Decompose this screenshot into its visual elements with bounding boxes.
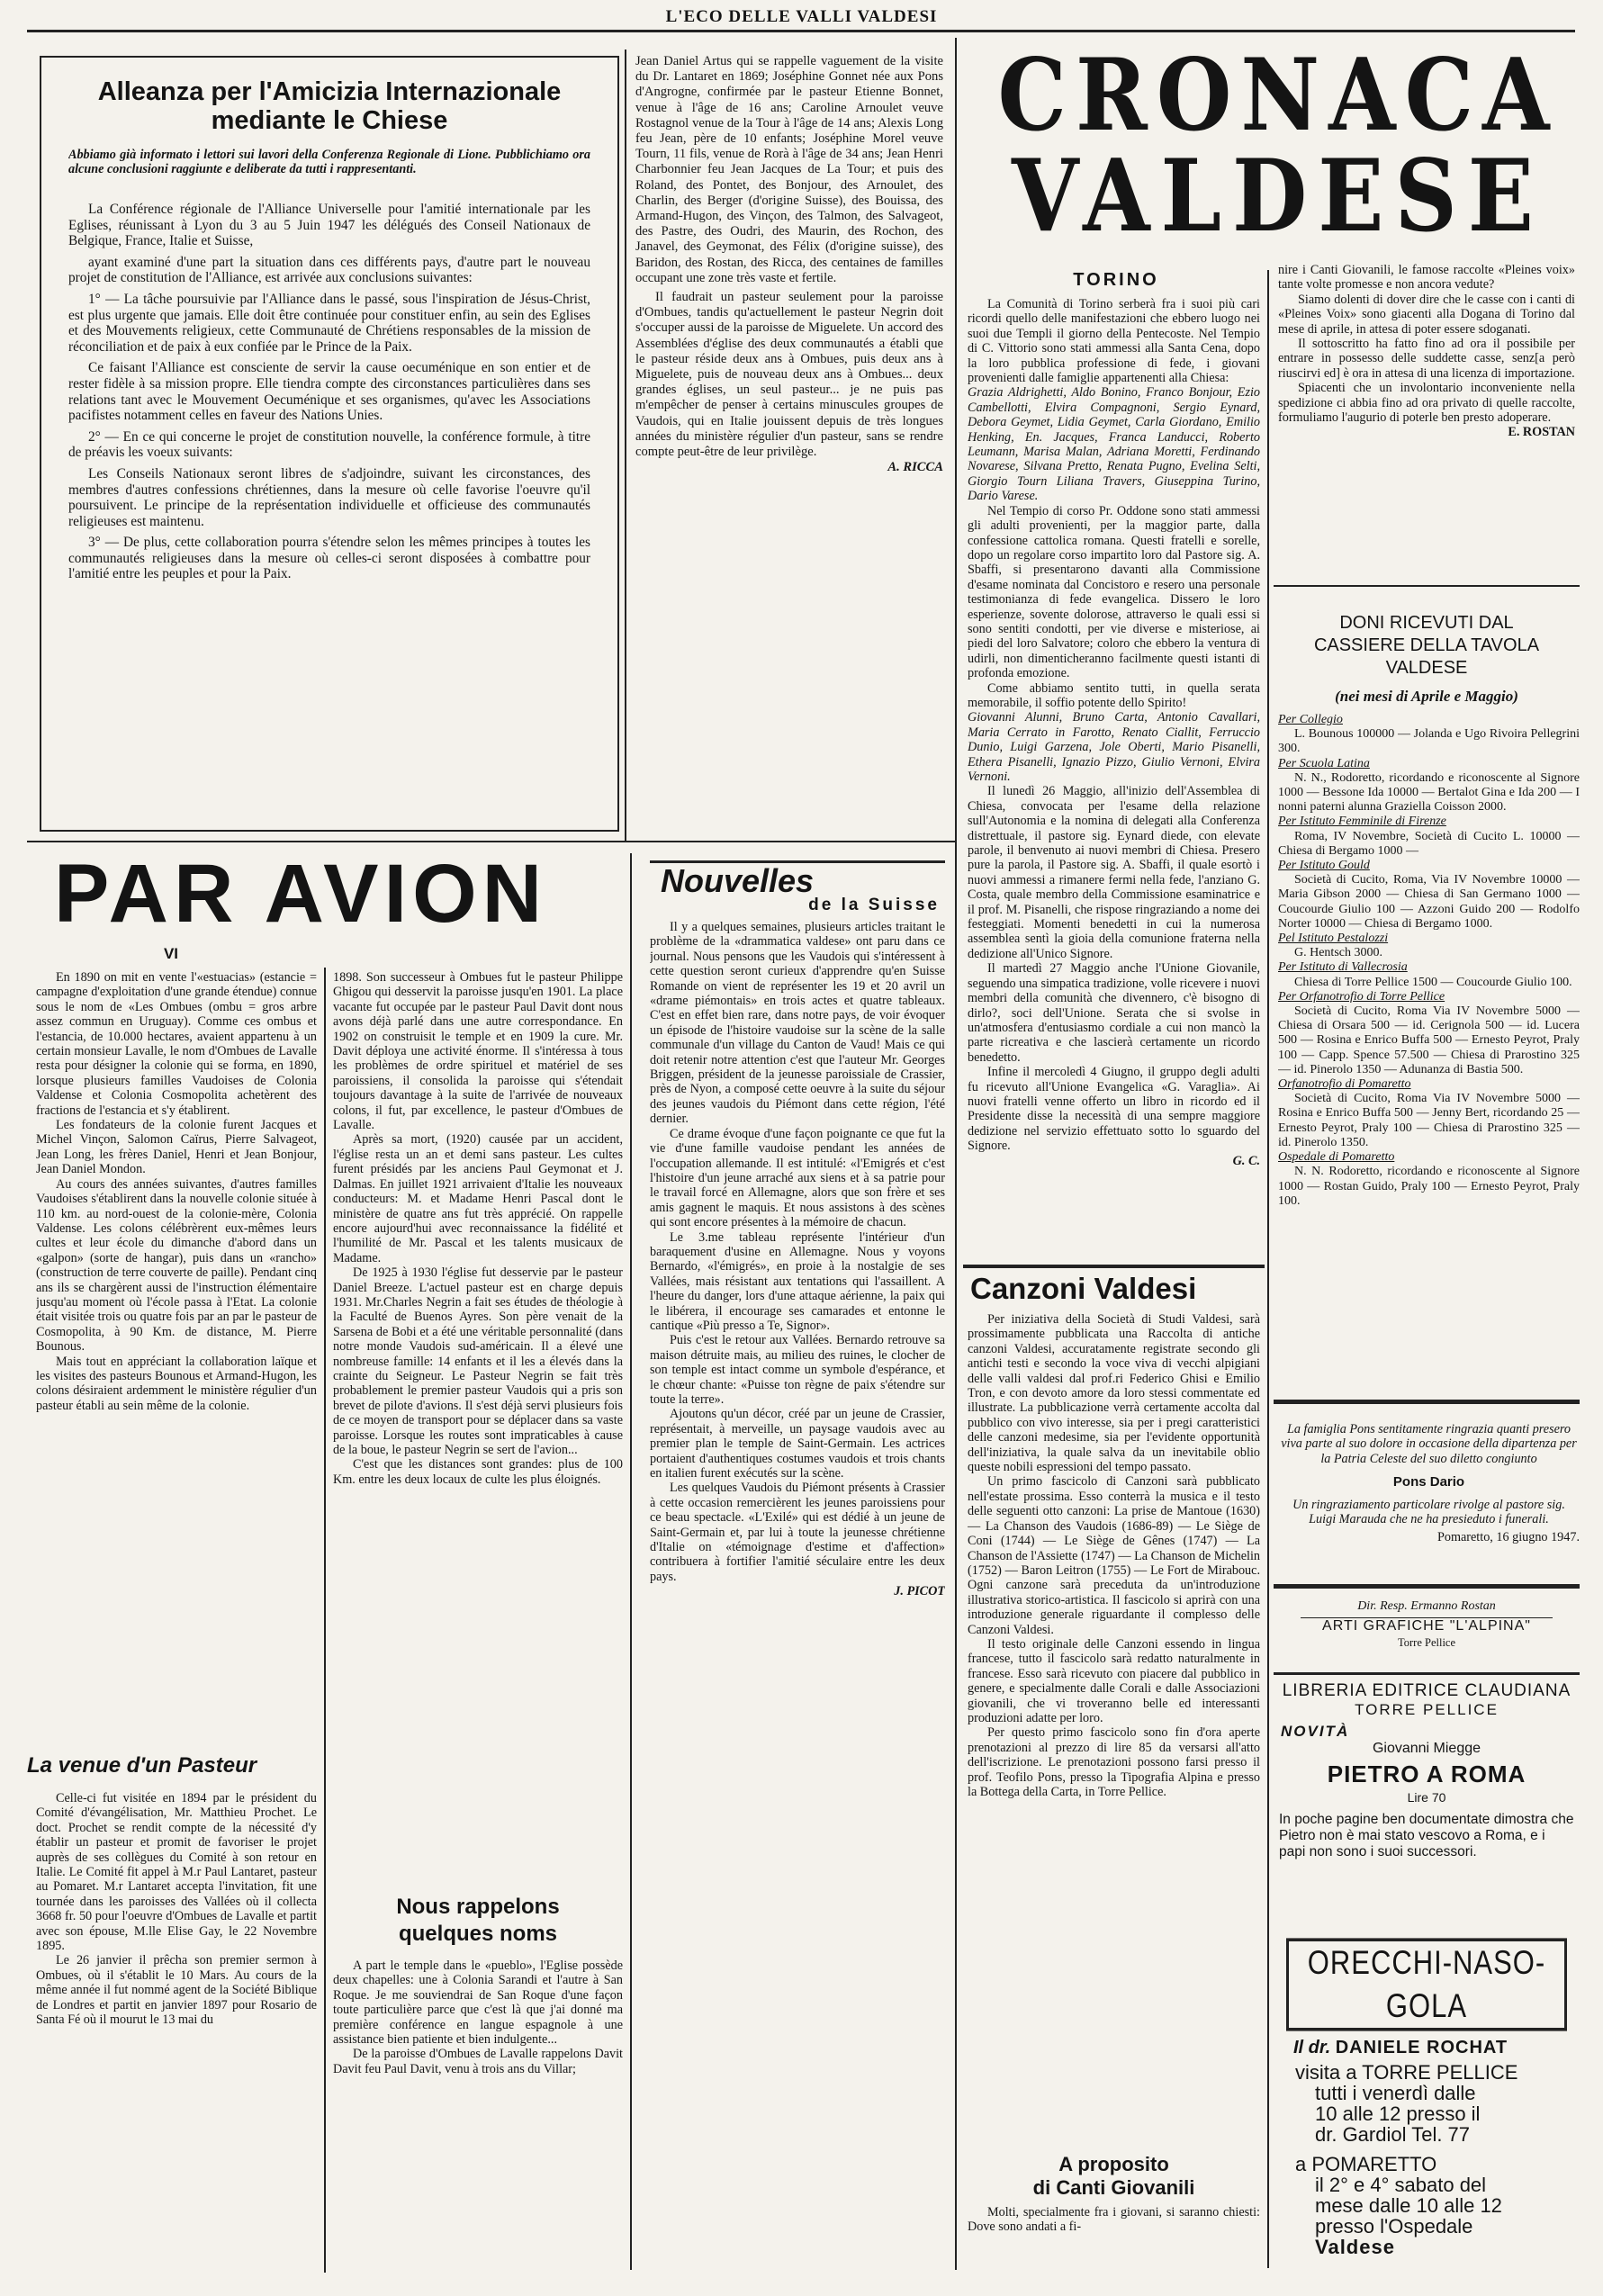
- doni-entry: Società di Cucito, Roma, Via IV Novembre 10000 — Maria Gibson 2000 — Chiesa di San Germano 1000 — Coucourde Giulio 100 — Azzoni Guido 200 — Rodolfo Norter 10000 — Chiesa di Bergamo 1000.: [1278, 873, 1580, 931]
- orl-line: a POMARETTO: [1295, 2153, 1437, 2175]
- rappelons-line-1: Nous rappelons: [396, 1895, 560, 1919]
- cronaca-col-1: [968, 297, 1260, 1251]
- cronaca-paragraph: Come abbiamo sentito tutti, in quella serata memorabile, il soffio potente dello Spirito!: [968, 680, 1260, 710]
- par-avion-paragraph: Après sa mort, (1920) causée par un accident, l'église resta un an et demi sans pasteur. Les cultes furent présidés par les anciens Paul Geymonat et J. Dalmas. En juillet 1921 arrivaient d'Italie les nouveaux conducteurs: M. et Madame Henri Pascal dont le ministère de quatre ans fut très apprécié. On rappelle encore aujourd'hui avec reconnaissance la fidélité et l'humilité de Mr. Pascal et les talents musicaux de Madame.: [333, 1132, 623, 1265]
- doni-entry: G. Hentsch 3000.: [1294, 946, 1382, 960]
- cronaca-paragraph: Siamo dolenti di dover dire che le casse con i canti di «Pleines Voix» sono giacenti alla Dogana di Torino dal mese di aprile, in attesa di poter essere sdoganati.: [1278, 292, 1575, 337]
- column-rule: [1267, 270, 1269, 2268]
- cronaca-paragraph: Spiacenti che un involontario inconveniente nella spedizione ci abbia fino ad ora privato di quelle raccolte, formuliamo l'augurio di poterle ben presto adoperare.: [1278, 381, 1575, 426]
- par-avion-col-2: [333, 970, 623, 1888]
- orl-line: il 2° e 4° sabato del: [1315, 2174, 1487, 2196]
- canzoni-body: [968, 1312, 1260, 2140]
- doni-category-heading: Per Orfanotrofio di Torre Pellice: [1278, 989, 1445, 1004]
- colophon-city: Torre Pellice: [1397, 1636, 1456, 1649]
- nouvelles-paragraph: Le 3.me tableau représente l'intérieur d'un baraquement d'usine en Allemagne. Nous y voyons Bernardo, «l'émigrés», en proie à la nostalgie de ses Vallées, mais résistant aux tentations qui l'assaillent. A l'heure du danger, lors d'une attaque aérienne, la paix qui le libérera, il encourage ses camarades et entonne le cantique «Più presso a Te, Signor».: [650, 1229, 945, 1333]
- cronaca-paragraph: Infine il mercoledì 4 Giugno, il gruppo degli adulti fu ricevuto all'Unione Evangelica «G. Varaglia». Ai nuovi fratelli venne offerto un libro in ricordo ed il Presidente disse la necessità di una sempre maggiore dedizione nel servizio effettuato sotto lo sguardo del Signore.: [968, 1065, 1260, 1154]
- claudiana-author: Giovanni Miegge: [1372, 1741, 1481, 1756]
- rappelons-heading: [333, 1894, 623, 1948]
- proposito-line-2: di Canti Giovanili: [1032, 2176, 1195, 2199]
- doni-entry: Roma, IV Novembre, Società di Cucito L. 10000 — Chiesa di Bergamo 1000 —: [1278, 829, 1580, 858]
- par-avion-paragraph: De 1925 à 1930 l'église fut desservie par le pasteur Daniel Breeze. L'actuel pasteur est en charge depuis 1931. Mr.Charles Negrin a fait ses études de théologie à la Faculté de Buenos Ayres. Son père venait de la Sarsena de Bobi et a été une véritable personnalité (dans notre monde Vaudois sud-américain. Il a élevé une nombreuse famille: 14 enfants et il les a élevés dans la crainte du Seigneur. Le Pasteur Negrin se fait très probablement le premier pasteur Vaudois qui a pris son brevet de pilote d'avions. Il s'est déjà servi plusieurs fois de ce moyen de transport pour se déplacer dans sa vaste paroisse. Lorsque les routes sont impraticables à cause de la boue, le pasteur Negrin se sert de l'avion...: [333, 1265, 623, 1457]
- nouvelles-paragraph: Ajoutons qu'un décor, créé par un jeune de Crassier, représentait, à merveille, un paysage vaudois avec au premier plan le temple de Saint-Germain. Les actrices portaient d'authentiques costumes vaudois et trois chants en italien furent exécutés sur la scène.: [650, 1407, 945, 1481]
- cronaca-names: Giovanni Alunni, Bruno Carta, Antonio Cavallari, Maria Cerrato in Farotto, Renato Ciallit, Ferruccio Dunio, Luigi Garzena, Jole Oberti, Mario Pisanelli, Ethera Pisanelli, Ignazio Pizzo, Giulio Vernoni, Elvira Vernoni.: [968, 710, 1260, 784]
- cronaca-paragraph: nire i Canti Giovanili, le famose raccolte «Pleines voix» tante volte promesse e non ancora vedute?: [1278, 263, 1575, 293]
- thanks-text: La famiglia Pons sentitamente ringrazia quanti presero viva parte al suo dolore in occasione della dipartenza per la Patria Celeste del suo diletto congiunto: [1281, 1422, 1577, 1466]
- cronaca-signature: E. ROSTAN: [1508, 425, 1575, 440]
- doni-entry: N. N. Rodoretto, ricordando e riconoscente al Signore 1000 — Rostan Guido, Praly 100 — Ernesto Peyrot, Praly 100.: [1278, 1165, 1580, 1208]
- cronaca-paragraph: La Comunità di Torino serberà fra i suoi più cari ricordi quello delle manifestazioni che ebbero luogo nei suoi due Templi il giorno della Pentecoste. Nel Tempio di C. Vittorio sono stati ammessi alla Santa Cena, dopo la loro pubblica professione di fede, i giovani provenienti dalle famiglie appartenenti alla Chiesa:: [968, 297, 1260, 386]
- alliance-paragraph: Les Conseils Nationaux seront libres de s'adjoindre, suivant les circonstances, des membres d'autres confessions chrétiennes, dans la mesure où celle favorise l'oeuvre qu'il poursuivent. Le principe de la représentation individuelle et officieuse des communautés religieuses est maintenu.: [68, 465, 590, 529]
- alliance-article-box: [40, 56, 619, 832]
- nouvelles-body: [650, 920, 945, 2261]
- cronaca-title-line-2: VALDESE: [1012, 137, 1544, 255]
- doni-title-line: CASSIERE DELLA TAVOLA: [1313, 635, 1540, 655]
- par-avion-paragraph: En 1890 on mit en vente l'«estuacias» (estancie = campagne d'exploitation d'une grande étendue) connue sous le nom de «Les Ombues (ombu = gros arbre assez commun en Uruguay). Comme ces ombus et l'estancia, de 10.000 hectares, avaient appartenu à un certain monsieur Lavalle, le nom d'Ombues de Lavalle resta pour désigner la colonie qui se forma, en 1890, lorsque plusieurs familles Vaudoises de Colonia Valdense et Colonia Cosmopolita achetèrent des fractions de l'estancia et s'y établirent.: [36, 970, 317, 1118]
- orl-doctor: [1293, 2038, 1580, 2058]
- cronaca-paragraph: Nel Tempio di corso Pr. Oddone sono stati ammessi gli adulti provenienti, per la maggior parte, dalla confessione cattolica romana. Questi fratelli e sorelle, dopo un regolare corso impartito loro dal Pastore sig. A. Sbaffi, si presentarono davanti alla Commissione d'esame nominata dal Concistoro e resero una personale testimonianza di fede evangelica. Dissero le loro esperienze, sovente dolorose, attraverso le quali essi si sono sentiti condotti, per vie diverse e misteriose, ai piedi del loro Salvatore; coloro che ebbero la ventura di udirli, non dimenticheranno facilmente questi istanti di profonda emozione.: [968, 503, 1260, 681]
- alliance-signature: A. RICCA: [887, 460, 943, 475]
- alliance-cont-paragraph: Il faudrait un pasteur seulement pour la paroisse d'Ombues, tandis qu'actuellement le pasteur Negrin doit s'occuper aussi de la paroisse de Miguelete. Un accord des Assemblées d'église des deux communautés a établi que le pasteur réside deux ans à Ombues, puis deux ans à Miguelete, puis de nouveau deux ans à Ombues... deux grandes églises, un seul pasteur... je ne puis pas m'empêcher de penser à certains minuscules groupes de Vaudois, qui en Italie jouissent depuis de très longues années du ministère régulier d'un pasteur, sans se rendre compte peut-être de leur privilège.: [635, 290, 943, 460]
- doni-heading: [1274, 612, 1580, 680]
- canzoni-paragraph: Per iniziativa della Società di Studi Valdesi, sarà prossimamente pubblicata una Raccolta di antiche canzoni Valdesi, accuratamente registrate secondo gli antichi testi e secondo la voce viva di vecchi alpigiani delle valli valdesi dal prof.ri Federico Ghisi e Emilio Tron, e con devoto amore da loro stessi commentate ed illustrate. La pubblicazione verrà certamente accolta dal pubblico con vivo interesse, sia per i pregi caratteristici delle canzoni medesime, sia per l'evidente opportunità dell'iniziativa, la quale salva da un inevitabile oblio queste nobili espressioni del tempo passato.: [968, 1312, 1260, 1475]
- par-avion-col-2b: [333, 1958, 623, 2273]
- alliance-paragraph: 2° — En ce qui concerne le projet de constitution nouvelle, la conférence formule, à titre de préavis les voeux suivants:: [68, 428, 590, 461]
- claudiana-city: TORRE PELLICE: [1355, 1701, 1499, 1718]
- par-avion-col-1: [36, 970, 317, 1744]
- section-rule: [1274, 1672, 1580, 1675]
- claudiana-novelty: NOVITÀ: [1281, 1723, 1350, 1740]
- section-rule: [1274, 1584, 1580, 1589]
- par-avion-paragraph: Mais tout en appréciant la collaboration laïque et les visites des pasteurs Bounous et Armand-Hugon, les colons désiraient ardemment le ministère régulier d'un pasteur établi au sein même de la colonie.: [36, 1354, 317, 1413]
- orl-doctor-name: DANIELE ROCHAT: [1335, 2038, 1508, 2057]
- column-rule: [324, 968, 326, 2273]
- doni-category-heading: Orfanotrofio di Pomaretto: [1278, 1077, 1411, 1092]
- nouvelles-paragraph: Ce drame évoque d'une façon poignante ce que fut la vie d'une famille vaudoise pendant les années de l'occupation allemande. Il est intitulé: «l'Emigrés et c'est l'histoire d'un jeune arraché aux siens et à sa patrie pour le travail forcé en Allemagne, alors que son frère et ses amis gagnent le maquis. Et nous assistons à des scènes qui sont encore présentes à la mémoire de chacun.: [650, 1126, 945, 1230]
- doni-category-heading: Per Istituto di Vallecrosia: [1278, 960, 1408, 975]
- alliance-paragraph: 1° — La tâche poursuivie par l'Alliance dans le passé, sous l'inspiration de Jésus-Christ, est plus urgente que jamais. Elle doit être continuée pour constituer enfin, au sein des Eglises et des Mouvements religieux, cette Communauté de Chrétiens responsables de la mission de réconciliation et de paix à eux confiée par le Prince de la Paix.: [68, 291, 590, 355]
- colophon-director: Dir. Resp. Ermanno Rostan: [1357, 1599, 1496, 1613]
- orl-line: tutti i venerdì dalle: [1315, 2082, 1476, 2104]
- thanks-place: Pomaretto, 16 giugno 1947.: [1436, 1530, 1580, 1545]
- par-avion-title: PAR AVION: [54, 848, 548, 940]
- canzoni-paragraph: Per questo primo fascicolo sono fin d'ora aperte prenotazioni al prezzo di lire 85 da versarsi all'atto dell'iscrizione. Le prenotazioni possono farsi presso il prof. Teofilo Pons, presso la Tipografia Alpina e presso la Bottega della Carta, in Torre Pellice.: [968, 1725, 1260, 1799]
- cronaca-masthead: [968, 45, 1589, 261]
- orl-line: presso l'Ospedale: [1315, 2215, 1473, 2237]
- cronaca-paragraph: Il lunedì 26 Maggio, all'inizio dell'Assemblea di Chiesa, convocata per l'esame della relazione sull'Autonomia e la nomina di delegati alla Conferenza distrettuale, il pastore sig. Eynard diede, con elevate parole, il benvenuto ai nuovi membri di Chiesa. Presero pure la parola, il Pastore sig. A. Sbaffi, il quale esortò i nuovi ammessi a rimanere fermi nella fede, l'anziano G. Costa, quale membro della Commissione esaminatrice e il prof. M. Pisanelli, che rispose ringraziando a nome dei festeggiati. Momenti benedetti in cui la numerosa assemblea sentì la gioia della comunione fraterna nella dedizione all'Unico Signore.: [968, 784, 1260, 961]
- proposito-line-1: A proposito: [1058, 2153, 1169, 2175]
- doni-title-line: DONI RICEVUTI DAL: [1339, 613, 1514, 633]
- orl-title: ORECCHI-NASO-GOLA: [1286, 1938, 1567, 2030]
- colophon-printer: ARTI GRAFICHE "L'ALPINA": [1322, 1618, 1531, 1634]
- section-rule: [1274, 585, 1580, 587]
- cronaca-names: Grazia Aldrighetti, Aldo Bonino, Franco Bonjour, Ezio Cambellotti, Elvira Compagnoni, Sergio Eynard, Debora Geymet, Lidia Geymet, Carla Giordano, Emilio Henking, En. Jacques, Franca Landucci, Roberto Leumann, Marisa Malan, Adriana Moretti, Ferdinando Novarese, Silvana Pretto, Renata Pugno, Evelina Selti, Giorgio Tourn Liliana Travers, Giuseppina Turino, Dario Varese.: [968, 385, 1260, 504]
- proposito-heading: [968, 2153, 1260, 2200]
- orl-line: visita a TORRE PELLICE: [1295, 2061, 1518, 2084]
- doni-entry: L. Bounous 100000 — Jolanda e Ugo Rivoira Pellegrini 300.: [1278, 727, 1580, 756]
- top-rule: [27, 30, 1575, 32]
- alliance-paragraph: Ce faisant l'Alliance est consciente de servir la cause oecuménique en son entier et de rester fidèle à sa mission propre. Elle tiendra compte des circonstances particulières dans ses relations tant avec le Mouvement Oecuménique et ses organismes, qu'avec les Associations pacifistes notamment celles en faveur des Nations Unies.: [68, 360, 590, 424]
- orl-ad: [1274, 1935, 1580, 2268]
- par-avion-paragraph: C'est que les distances sont grandes: plus de 100 Km. entre les deux locaux de culte les plus éloignés.: [333, 1457, 623, 1487]
- claudiana-price: Lire 70: [1407, 1790, 1446, 1805]
- doni-entry: Chiesa di Torre Pellice 1500 — Coucourde Giulio 100.: [1294, 975, 1572, 989]
- running-head: L'ECO DELLE VALLI VALDESI: [665, 7, 938, 26]
- par-avion-paragraph: Au cours des années suivantes, d'autres familles Vaudoises s'établirent dans la nouvelle colonie située à 110 km. au nord-ouest de la colonie-mère, Colonia Valdense. Les colons célébrèrent eux-mêmes leurs cultes et leur école du dimanche d'abord dans un «galpon» (sorte de hangar), puis dans un «rancho» (construction de terre couverte de paille). Pendant cinq ans ils se chargèrent aussi de l'instruction élémentaire jusqu'au moment où l'école passa à l'Etat. La colonie était visitée trois ou quatre fois par an par le pasteur de Cosmopolita, à 90 Km. de distance, M. Pierre Bounous.: [36, 1176, 317, 1355]
- cronaca-signature: G. C.: [1232, 1153, 1260, 1168]
- par-avion-paragraph: Celle-ci fut visitée en 1894 par le président du Comité d'évangélisation, Mr. Matthieu Prochet. Le doct. Prochet se rendit compte de la nécessité d'y établir un pasteur et promit de favoriser le projet auprès de ses collègues du Comité à son retour en Italie. Le Comité fit appel à M.r Paul Lantaret, pasteur au Pomaret. M.r Lantaret accepta l'invitation, fit une tournée dans les paroisses des Vallées où il collecta 3668 fr. 50 pour l'oeuvre d'Ombues de Lavalle et partit avec son épouse, M.lle Elise Gay, le 22 Novembre 1895.: [36, 1791, 317, 1954]
- nouvelles-paragraph: Il y a quelques semaines, plusieurs articles traitant le problème de la «drammatica valdese» ont paru dans ce journal. Nous pensons que les Vaudois qui s'intéressent à cette question seront curieux d'apprendre qu'en Suisse Romande on vient de représenter les 19 et 20 avril un «drame piémontais» en trois actes et quatre tableaux. C'est en effet bien rare, dans notre pays, de voir évoquer un épisode de l'histoire vaudoise sur la scène de la salle communale d'un village du Canton de Vaud! Mais ce qui doit retenir notre attention c'est que l'auteur Mr. Georges Briggen, président de la jeunesse paroissiale de Crassier, près de Nyon, a composé cette oeuvre à la suite du séjour des jeunes vaudois du Piémont dans cette région, l'été dernier.: [650, 920, 945, 1127]
- nouvelles-heading-box: [650, 860, 945, 915]
- doni-category-heading: Per Istituto Femminile di Firenze: [1278, 815, 1446, 829]
- doni-list: [1278, 713, 1580, 1397]
- par-avion-col-1b: [36, 1791, 317, 2277]
- orl-doctor-prefix: Il dr.: [1293, 2038, 1331, 2057]
- par-avion-paragraph: Les fondateurs de la colonie furent Jacques et Michel Vinçon, Salomon Caïrus, Pierre Salvageot, Jean Long, les frères Daniel, Henri et Jean Bonjour, Jean Daniel Mondon.: [36, 1118, 317, 1177]
- rappelons-line-2: quelques noms: [398, 1922, 558, 1946]
- cronaca-col-2: [1278, 263, 1575, 569]
- par-avion-paragraph: A part le temple dans le «pueblo», l'Eglise possède deux chapelles: une à Colonia Sarandi et l'autre à San Roque. Je me souviendrai de San Roque d'une façon toute particulière parce que c'est là que j'ai donné ma première conférence en langue espagnole à une assistance bien patiente et bien indulgente...: [333, 1958, 623, 2048]
- column-rule: [625, 50, 626, 842]
- orl-line: 10 alle 12 presso il: [1315, 2102, 1481, 2125]
- claudiana-description: In poche pagine ben documentate dimostra che Pietro non è mai stato vescovo a Roma, e i papi non sono i suoi successori.: [1279, 1812, 1574, 1859]
- alliance-intro: Abbiamo già informato i lettori sui lavori della Conferenza Regionale di Lione. Pubblichiamo ora alcune conclusioni raggiunte e deliberate da tutti i rappresentanti.: [68, 148, 590, 177]
- cronaca-paragraph: Il sottoscritto ha fatto fino ad ora il possibile per entrare in possesso delle suddette casse, senz[a però riuscirvi ed] è ora in attesa di una licenza di importazione.: [1278, 337, 1575, 381]
- doni-title-line: VALDESE: [1385, 658, 1468, 678]
- claudiana-ad: [1274, 1681, 1580, 1924]
- nouvelles-paragraph: Les quelques Vaudois du Piémont présents à Crassier à cette occasion remercièrent les jeunes paroissiens pour ce beau spectacle. «L'Exilé» qui est dédié à un jeune de Saint-Germain et, par lui à toute la jeunesse chrétienne d'Italie on «témoignage d'estime et d'affection» contribuera à fortifier l'amitié séculaire entre les deux pays.: [650, 1481, 945, 1584]
- nouvelles-signature: J. PICOT: [894, 1584, 945, 1599]
- alliance-cont-paragraph: Jean Daniel Artus qui se rappelle vaguement de la visite du Dr. Lantaret en 1869; Joséphine Gonnet née aux Pons d'Angrogne, confirmée par le pasteur Etienne Bonnet, venue à l'âge de 16 ans; Caroline Arnoulet veuve Rostagnol venue de la Tour à l'âge de 14 ans; Alexis Long feu Jean, père de 10 enfants; Joséphine Morel veuve Tourn, 11 fils, venue de Rorà à l'âge de 34 ans; Jean Henri Charbonnier feu Jean Jacques de La Tour; et puis des Roland, des Pontet, des Bonjour, des Arnoulet, des Charlin, des Berger (d'origine Suisse), des Bouissa, des Armand-Hugon, des Vinçon, des Talmon, des Salvageot, des Pastre, des Oudri, des Maurin, des Rochon, des Janavel, des Geymonat, des Félix (d'origine suisse), des Baridon, des Rostan, des Ricca, des centaines de familles occupant une zone très vaste et fertile.: [635, 54, 943, 285]
- section-rule: [27, 841, 955, 842]
- alliance-continuation: [635, 54, 943, 830]
- par-avion-paragraph: 1898. Son successeur à Ombues fut le pasteur Philippe Ghigou qui desservit la paroisse jusqu'en 1901. La place vacante fut occupée par le pasteur Paul Davit dont nous avons déjà parlé dans une autre correspondance. En 1902 on construisit le temple et en 1909 la cure. Mr. Davit déploya une activité énorme. Il s'intéressa à tous les problèmes de ordre spirituel et matériel de ses paroissiens, il consolida la paroisse qui s'étendait toujours davantage à la suite de l'arrivée de nouveaux colons, il fut, par excellence, le pasteur d'Ombues de Lavalle.: [333, 970, 623, 1133]
- alliance-title-line-1: Alleanza per l'Amicizia Internazionale: [97, 77, 562, 106]
- colophon: [1274, 1598, 1580, 1651]
- doni-entry: Società di Cucito, Roma Via IV Novembre 5000 — Rosina e Enrico Buffa 500 — Jenny Bert, ricordando 25 — Ernesto Peyrot, Praly 100 — Chiesa di Prarostino 325 — id. Pinerolo 1350.: [1278, 1092, 1580, 1149]
- cronaca-title-line-1: CRONACA: [997, 45, 1559, 154]
- alliance-title-line-2: mediante le Chiese: [211, 106, 448, 135]
- par-avion-paragraph: Le 26 janvier il prêcha son premier sermon à Ombues, où il s'établit le 10 Mars. Au cours de la même année il fut nommé agent de la Société Biblique de Londres et partit en janvier 1897 pour Rosario de Santa Fé où il mourut le 13 mai du: [36, 1953, 317, 2028]
- par-avion-paragraph: De la paroisse d'Ombues de Lavalle rappelons Davit Davit feu Paul Davit, venu à trois ans du Villar;: [333, 2047, 623, 2076]
- canzoni-title: Canzoni Valdesi: [970, 1272, 1197, 1305]
- doni-category-heading: Per Istituto Gould: [1278, 859, 1370, 873]
- venue-pasteur-heading: La venue d'un Pasteur: [27, 1753, 257, 1778]
- orl-line: Valdese: [1315, 2236, 1395, 2258]
- doni-category-heading: Per Collegio: [1278, 713, 1343, 726]
- canzoni-paragraph: Un primo fascicolo di Canzoni sarà pubblicato nell'estate prossima. Esso conterrà la musica e il testo delle seguenti otto canzoni: La prise de Mantoue (1630) — La Chanson des Vaudois (1686-89) — Le Siège de Coni (1744) — Le Siège de Gênes (1747) — La Chanson de l'Assiette (1747) — La Chanson de Michelin (1752) — Baron Leitron (1755) — Le Fort de Mirabouc. Ogni canzone sarà preceduta da un'introduzione illustrativa storico-artistica. Il fascicolo si aprirà con una introduzione generale riguardante il complesso delle Canzoni Valdesi.: [968, 1474, 1260, 1637]
- column-rule: [955, 38, 957, 2270]
- nouvelles-title: Nouvelles: [661, 863, 815, 899]
- doni-entry: N. N., Rodoretto, ricordando e riconoscente al Signore 1000 — Bessone Ida 10000 — Bertalot Gina e Ida 200 — I nonni paterni alunna Graziella Coisson 2000.: [1278, 770, 1580, 815]
- doni-subtitle: (nei mesi di Aprile e Maggio): [1335, 688, 1518, 705]
- alliance-paragraph: La Conférence régionale de l'Alliance Universelle pour l'amitié internationale par les Eglises, réunissant à Lyon du 3 au 5 Juin 1947 les délégués des Conseil Nationaux de Belgique, France, Italie et Suisse,: [68, 202, 590, 249]
- thanks-deceased-name: Pons Dario: [1392, 1474, 1465, 1490]
- nouvelles-paragraph: Puis c'est le retour aux Vallées. Bernardo retrouve sa maison détruite mais, au milieu des ruines, le clocher de son temple est intact comme un symbole d'espérance, et le chœur chante: «Puisse ton règne de paix s'étendre sur toute la terre».: [650, 1333, 945, 1407]
- orl-line: dr. Gardiol Tel. 77: [1315, 2123, 1471, 2146]
- par-avion-part: VI: [163, 945, 179, 962]
- nouvelles-subtitle: de la Suisse: [808, 896, 940, 914]
- claudiana-book-title: PIETRO A ROMA: [1327, 1760, 1526, 1787]
- doni-category-heading: Per Scuola Latina: [1278, 756, 1370, 770]
- orl-schedule: [1295, 2062, 1580, 2257]
- thanks-text: Un ringraziamento particolare rivolge al pastore sig. Luigi Marauda che ne ha presieduto i funerali.: [1292, 1497, 1565, 1527]
- doni-category-heading: Ospedale di Pomaretto: [1278, 1150, 1395, 1165]
- section-rule: [1274, 1400, 1580, 1404]
- alliance-paragraph: ayant examiné d'une part la situation dans ces différents pays, d'autre part le nouveau projet de constitution de l'Alliance, est arrivée aux conclusions suivantes:: [68, 254, 590, 286]
- doni-category-heading: Pel Istituto Pestalozzi: [1278, 932, 1389, 946]
- alliance-paragraph: 3° — De plus, cette collaboration pourra s'étendre selon les mêmes principes à toutes les communautés religieuses dans la mesure où celles-ci seront disposées à combattre pour l'amitié entre les peuples et pour la Paix.: [68, 535, 590, 582]
- cronaca-paragraph: Il martedì 27 Maggio anche l'Unione Giovanile, seguendo una simpatica tradizione, volle ricevere i nuovi membri della comunità che divennero, c'è bisogno di dirlo?, soci dell'Unione. Serata che si svolse in un'atmosfera d'entusiasmo cordiale a cui non mancò la parte ricreativa e che lascierà certamente un ricordo benedetto.: [968, 961, 1260, 1065]
- torino-heading: TORINO: [1073, 270, 1159, 290]
- doni-entry: Società di Cucito, Roma Via IV Novembre 5000 — Chiesa di Orsara 500 — id. Cerignola 500 — id. Lucera 500 — Rosina e Enrico Buffa 500 — Ernesto Peyrot, Praly 100 — Capp. Spence 57.500 — Chiesa di Prarostino 325 — id. Pinerolo 1350 — Adunanza di Bastia 500.: [1278, 1004, 1580, 1076]
- canzoni-paragraph: Il testo originale delle Canzoni essendo in lingua francese, tutto il fascicolo sarà redatto naturalmente in francese. Esso sarà ricevuto con piacere dal pubblico in genere, e specialmente dalle Corali e dalle Associazioni giovanili, che vi troveranno belle ed interessanti produzioni adatte per loro.: [968, 1636, 1260, 1725]
- proposito-body: [968, 2205, 1260, 2268]
- column-rule: [630, 853, 632, 2270]
- alliance-title: [50, 77, 608, 135]
- orl-line: mese dalle 10 alle 12: [1315, 2194, 1502, 2217]
- alliance-body: [68, 202, 590, 582]
- section-rule: [963, 1265, 1265, 1268]
- claudiana-name: LIBRERIA EDITRICE CLAUDIANA: [1282, 1681, 1571, 1700]
- proposito-paragraph: Molti, specialmente fra i giovani, si saranno chiesti: Dove sono andati a fi-: [968, 2205, 1260, 2235]
- thanks-notice: [1278, 1422, 1580, 1575]
